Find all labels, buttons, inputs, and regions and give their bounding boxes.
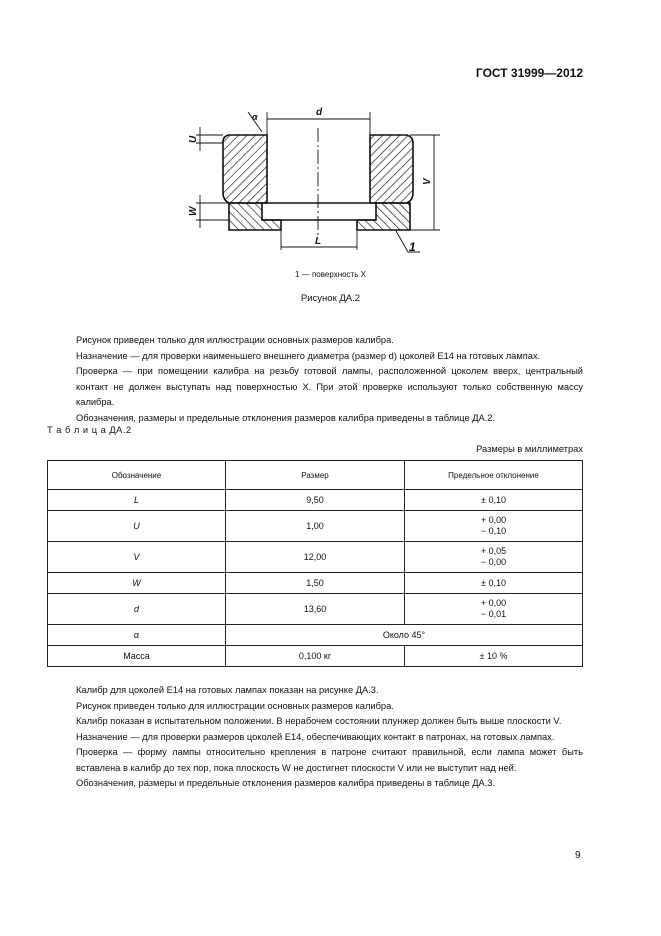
gauge-drawing	[0, 0, 661, 270]
upper-tolerance: + 0,00	[480, 598, 507, 608]
lower-tolerance: − 0,00	[480, 557, 507, 567]
symbol-cell: W	[48, 573, 226, 594]
symbol-cell: α	[48, 625, 226, 646]
table-row	[48, 573, 583, 594]
symbol-cell: U	[48, 511, 226, 542]
paragraph: Калибр показан в испытательном положении. В нерабочем состоянии плунжер должен быть выше плоскости V.	[76, 716, 562, 726]
page-number: 9	[575, 850, 581, 861]
body-left	[223, 135, 267, 203]
paragraph: Рисунок приведен только для иллюстрации основных размеров калибра.	[76, 700, 394, 711]
size-cell: 9,50	[226, 490, 405, 511]
figure-legend: 1 — поверхность X	[295, 270, 366, 279]
table-units: Размеры в миллиметрах	[476, 444, 583, 454]
paragraph: Рисунок приведен только для иллюстрации основных размеров калибра.	[76, 335, 394, 345]
value-cell: Около 45°	[226, 625, 583, 646]
symbol-cell: d	[48, 594, 226, 625]
table-row	[48, 542, 583, 573]
column-header: Обозначение	[48, 461, 226, 490]
table-row	[48, 511, 583, 542]
table-row	[48, 646, 583, 667]
upper-tolerance: + 0,05	[480, 546, 507, 556]
label-w: W	[188, 206, 199, 216]
paragraph: Обозначения, размеры и предельные отклонения размеров калибра приведены в таблице ДА.2.	[76, 412, 496, 423]
tolerance-cell: ± 0,10	[405, 490, 583, 511]
tolerance-cell	[405, 511, 583, 542]
paragraph: Проверка — при помещении калибра на резьбу готовой лампы, расположенной цоколем вверх, центральный контакт не должен выступать над поверхностью X. При этой проверке используют только собственную массу калибра.	[76, 366, 583, 407]
paragraph: Калибр для цоколей Е14 на готовых лампах показан на рисунке ДА.3.	[76, 685, 379, 695]
label-l: L	[315, 236, 322, 247]
base-plate	[229, 203, 281, 230]
upper-tolerance: + 0,00	[480, 515, 507, 525]
symbol-cell: V	[48, 542, 226, 573]
paragraph: Обозначения, размеры и предельные отклонения размеров калибра приведены в таблице ДА.3.	[76, 778, 496, 788]
label-u: U	[188, 135, 199, 143]
paragraph-block-1	[47, 333, 583, 426]
table-title: Т а б л и ц а ДА.2	[47, 425, 132, 435]
tolerance-cell	[405, 542, 583, 573]
table-row	[48, 490, 583, 511]
paragraph: Назначение — для проверки размеров цоколей Е14, обеспечивающих контакт в патронах, на готовых лампах.	[76, 731, 555, 742]
tolerance-cell: ± 0,10	[405, 573, 583, 594]
tolerance-cell: ± 10 %	[405, 646, 583, 667]
size-cell: 12,00	[226, 542, 405, 573]
column-header: Предельное отклонение	[405, 461, 583, 490]
label-d: d	[316, 107, 323, 118]
size-cell: 1,00	[226, 511, 405, 542]
lower-tolerance: − 0,01	[480, 609, 507, 619]
label-alpha: α	[252, 112, 258, 122]
size-cell: 1,50	[226, 573, 405, 594]
size-cell: 13,60	[226, 594, 405, 625]
dimensions-table	[47, 460, 583, 667]
paragraph-block-2	[47, 683, 583, 792]
paragraph: Проверка — форму лампы относительно крепления в патроне считают правильной, если лампа может быть вставлена в калибр до тех пор, пока плоскость W не достигнет плоскости V или не выступит над ней.	[76, 747, 583, 773]
label-v: V	[422, 178, 433, 185]
symbol-cell: Масса	[48, 646, 226, 667]
tolerance-cell	[405, 594, 583, 625]
body-right	[370, 135, 413, 203]
table-header-row	[48, 461, 583, 490]
label-1: 1	[409, 240, 416, 254]
table-row	[48, 625, 583, 646]
figure-caption: Рисунок ДА.2	[300, 293, 361, 304]
size-cell: 0,100 кг	[226, 646, 405, 667]
table-row	[48, 594, 583, 625]
standard-number: ГОСТ 31999—2012	[475, 66, 583, 80]
symbol-cell: L	[48, 490, 226, 511]
paragraph: Назначение — для проверки наименьшего внешнего диаметра (размер d) цоколей Е14 на готовых лампах.	[76, 350, 541, 361]
column-header: Размер	[226, 461, 405, 490]
lower-tolerance: − 0,10	[480, 526, 507, 536]
